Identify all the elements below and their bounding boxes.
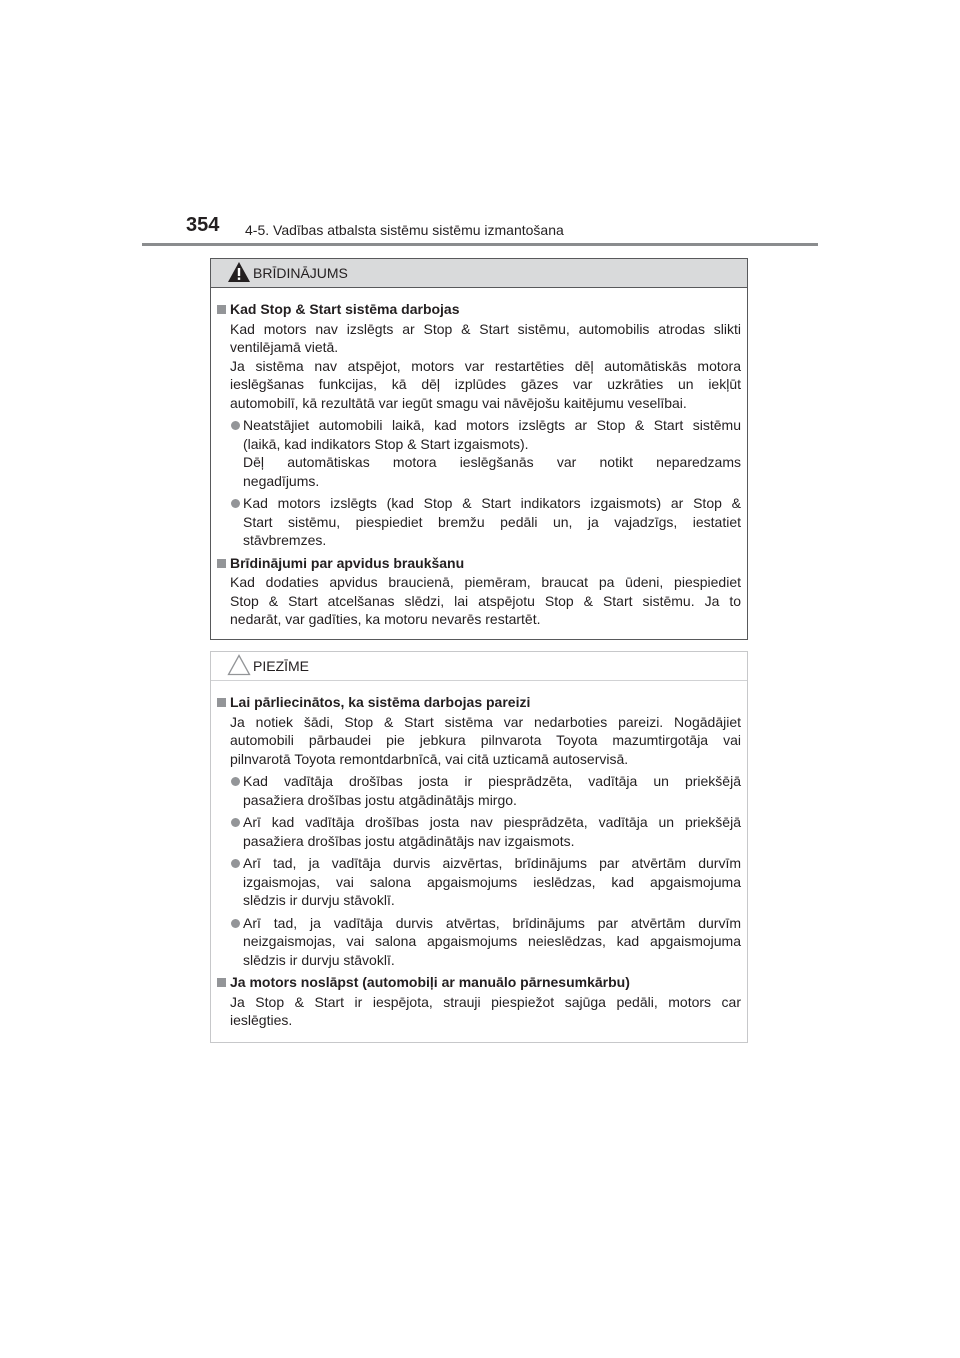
text-line: Dēļ automātiskas motora ieslēgšanās var notikt neparedzams <box>243 454 741 470</box>
text-line: stāvbremzes. <box>243 532 327 548</box>
text-line: Ja notiek šādi, Stop & Start sistēma var nedarboties pareizi. Nogādājiet <box>230 713 741 730</box>
warning-bullet-1 <box>217 416 741 490</box>
warning-paragraph-1 <box>217 320 741 413</box>
text-line: Neatstājiet automobili laikā, kad motors izslēgts ar Stop & Start sistēmu <box>243 417 741 433</box>
warning-triangle-icon <box>227 261 251 283</box>
text-line: Ja sistēma nav atspējot, motors var restartēties dēļ automātiskās motora <box>230 357 741 374</box>
text-line: Arī kad vadītāja drošības josta nav piesprādzēta, vadītāja un priekšējā <box>243 814 741 830</box>
warning-content <box>211 288 747 629</box>
text-line: ieslēgšanas funkcijas, kā dēļ izplūdes gāzes var uzkrāties un iekļūt <box>230 376 741 392</box>
note-header <box>211 652 747 681</box>
notice-triangle-icon <box>227 654 251 676</box>
text-line: pasažiera drošības jostu atgādinātājs nav izgaismots. <box>243 832 575 849</box>
note-bullet-4 <box>217 914 741 970</box>
text-line: Arī tad, ja vadītāja durvis atvērtas, brīdinājums par atvērtām durvīm <box>243 914 741 931</box>
text-line: neizgaismojas, vai salona apgaismojums neieslēdzas, kad apgaismojuma <box>243 933 741 949</box>
text-line: Kad motors izslēgts (kad Stop & Start indikators izgaismots) ar Stop & <box>243 495 741 511</box>
section-title: 4-5. Vadības atbalsta sistēmu sistēmu izmantošana <box>245 222 564 238</box>
note-bullet-1 <box>217 772 741 809</box>
warning-bullet-2 <box>217 494 741 550</box>
text-line: izgaismojas, vai salona apgaismojums ieslēdzas, kad apgaismojuma <box>243 873 741 890</box>
text-line: Arī tad, ja vadītāja durvis aizvērtas, brīdinājums par atvērtām durvīm <box>243 855 741 871</box>
text-line: slēdzis ir durvju stāvoklī. <box>243 951 395 968</box>
text-line: ventilējamā vietā. <box>230 339 339 355</box>
round-bullet-icon <box>231 818 240 827</box>
note-heading-check: Lai pārliecinātos, ka sistēma darbojas pareizi <box>217 693 741 712</box>
note-heading-stall: Ja motors noslāpst (automobiļi ar manuālo pārnesumkārbu) <box>217 973 741 992</box>
note-bullet-2 <box>217 813 741 850</box>
warning-paragraph-2 <box>217 573 741 629</box>
text-line: Kad motors nav izslēgts ar Stop & Start sistēmu, automobilis atrodas slikti <box>230 320 741 337</box>
round-bullet-icon <box>231 499 240 508</box>
text-line: Stop & Start atcelšanas slēdzi, lai atspējotu Stop & Start sistēmu. Ja to <box>230 592 741 609</box>
note-box <box>210 651 748 1043</box>
text-line: Kad vadītāja drošības josta ir piesprādzēta, vadītāja un priekšējā <box>243 773 741 789</box>
warning-heading-stop-start: Kad Stop & Start sistēma darbojas <box>217 300 741 319</box>
warning-heading-offroad: Brīdinājumi par apvidus braukšanu <box>217 554 741 573</box>
text-line: (laikā, kad indikators Stop & Start izgaismots). <box>243 435 529 452</box>
note-title: PIEZĪME <box>253 658 310 674</box>
text-line: pilnvarotā Toyota remontdarbnīcā, vai citā uzticamā autoservisā. <box>230 750 629 767</box>
text-line: slēdzis ir durvju stāvoklī. <box>243 892 395 908</box>
round-bullet-icon <box>231 859 240 868</box>
page-number: 354 <box>186 214 220 236</box>
text-line: ieslēgties. <box>230 1012 293 1028</box>
square-bullet-icon <box>217 305 226 314</box>
text-line: Kad dodaties apvidus braucienā, piemēram, braucat pa ūdeni, piespiediet <box>230 574 741 590</box>
warning-title: BRĪDINĀJUMS <box>253 265 348 281</box>
text-line: automobili pārbaudei pie jebkura pilnvarota Toyota mazumtirgotāja vai <box>230 732 741 748</box>
round-bullet-icon <box>231 421 240 430</box>
text-line: nedarāt, var gadīties, ka motoru nevarēs restartēt. <box>230 611 541 627</box>
round-bullet-icon <box>231 919 240 928</box>
text-line: automobilī, kā rezultātā var iegūt smagu vai nāvējošu kaitējumu veselībai. <box>230 394 687 411</box>
text-line: Ja Stop & Start ir iespējota, strauji piespiežot sajūga pedāli, motors car <box>230 993 741 1010</box>
text-line: Start sistēmu, piespiediet bremžu pedāli un, ja vajadzīgs, iestatiet <box>243 513 741 530</box>
round-bullet-icon <box>231 777 240 786</box>
header-divider <box>142 243 818 246</box>
square-bullet-icon <box>217 698 226 707</box>
text-line: negadījums. <box>243 472 320 489</box>
note-paragraph-1 <box>217 713 741 769</box>
text-line: pasažiera drošības jostu atgādinātājs mirgo. <box>243 791 517 808</box>
warning-box <box>210 258 748 640</box>
warning-header <box>211 259 747 288</box>
note-content <box>211 681 747 1030</box>
square-bullet-icon <box>217 559 226 568</box>
note-paragraph-2 <box>217 993 741 1030</box>
square-bullet-icon <box>217 978 226 987</box>
note-bullet-3 <box>217 854 741 910</box>
